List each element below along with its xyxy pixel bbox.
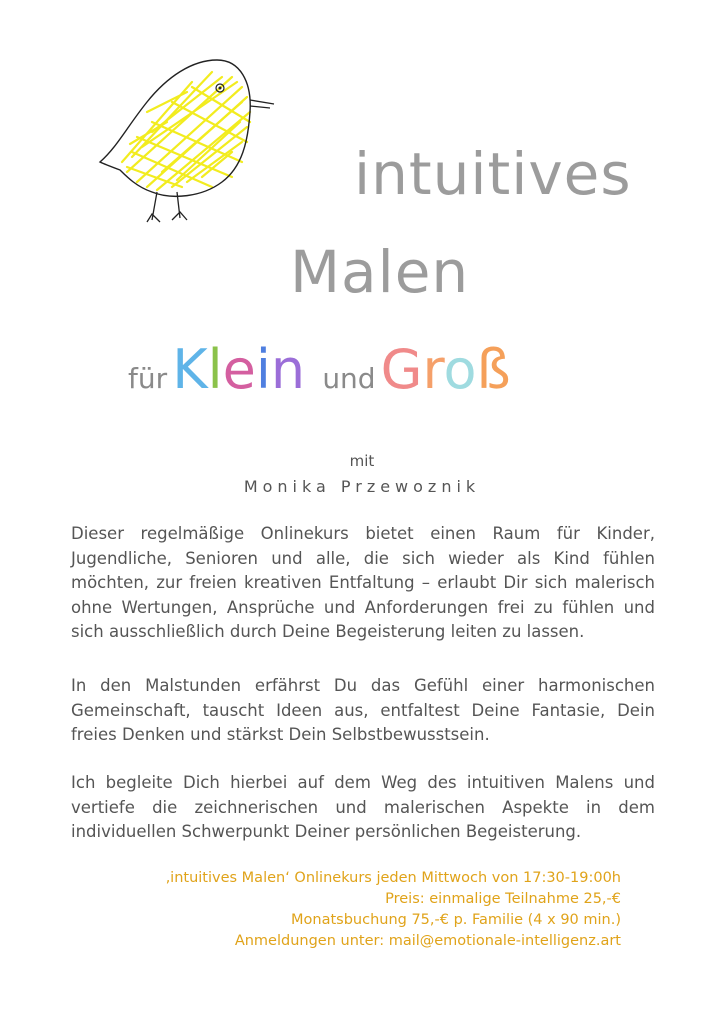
paragraph-1: Dieser regelmäßige Onlinekurs bietet einen Raum für Kinder, Jugendliche, Senioren und alle, die sich wieder als Kind fühlen möchten, zur freien kreativen Entfaltung – erlaubt Dir sich malerisch ohne Wertungen, Ansprüche und Anforderungen frei zu fühlen und sich ausschließlich durch Deine Begeisterung leiten zu lassen. — [71, 524, 655, 641]
monthly-line: Monatsbuchung 75,-€ p. Familie (4 x 90 min.) — [291, 912, 621, 928]
klein-letter: l — [207, 338, 223, 401]
subtitle-gross — [381, 338, 511, 401]
author-name: Monika Przewoznik — [243, 477, 481, 496]
course-info — [166, 868, 621, 952]
schedule-line: ‚intuitives Malen‘ Onlinekurs jeden Mittwoch von 17:30-19:00h — [165, 870, 621, 886]
chick-drawing-icon — [92, 52, 282, 232]
klein-letter: i — [255, 338, 271, 401]
title-line-2: Malen — [290, 238, 470, 306]
klein-letter: e — [222, 338, 256, 401]
subtitle-prefix: für — [128, 362, 168, 395]
mit-label: mit — [349, 452, 375, 470]
registration-line: Anmeldungen unter: mail@emotionale-intelligenz.art — [234, 933, 621, 949]
gross-letter: r — [422, 338, 444, 401]
subtitle-connector: und — [322, 362, 376, 395]
klein-letter: K — [172, 338, 208, 401]
gross-letter: o — [443, 338, 477, 401]
price-line: Preis: einmalige Teilnahme 25,-€ — [385, 891, 621, 907]
gross-letter: G — [380, 338, 423, 401]
subtitle — [128, 338, 511, 401]
paragraph-3: Ich begleite Dich hierbei auf dem Weg des intuitiven Malens und vertiefe die zeichnerischen und malerischen Aspekte in dem individuellen Schwerpunkt Deiner persönlichen Begeisterung. — [71, 773, 655, 841]
title-line-1: intuitives — [354, 140, 632, 208]
klein-letter: n — [270, 338, 306, 401]
gross-letter: ß — [476, 338, 511, 401]
paragraph-2: In den Malstunden erfährst Du das Gefühl einer harmonischen Gemeinschaft, tauscht Ideen aus, entfaltest Deine Fantasie, Dein freies Denken und stärkst Dein Selbstbewusstsein. — [71, 676, 655, 744]
subtitle-klein — [172, 338, 322, 401]
